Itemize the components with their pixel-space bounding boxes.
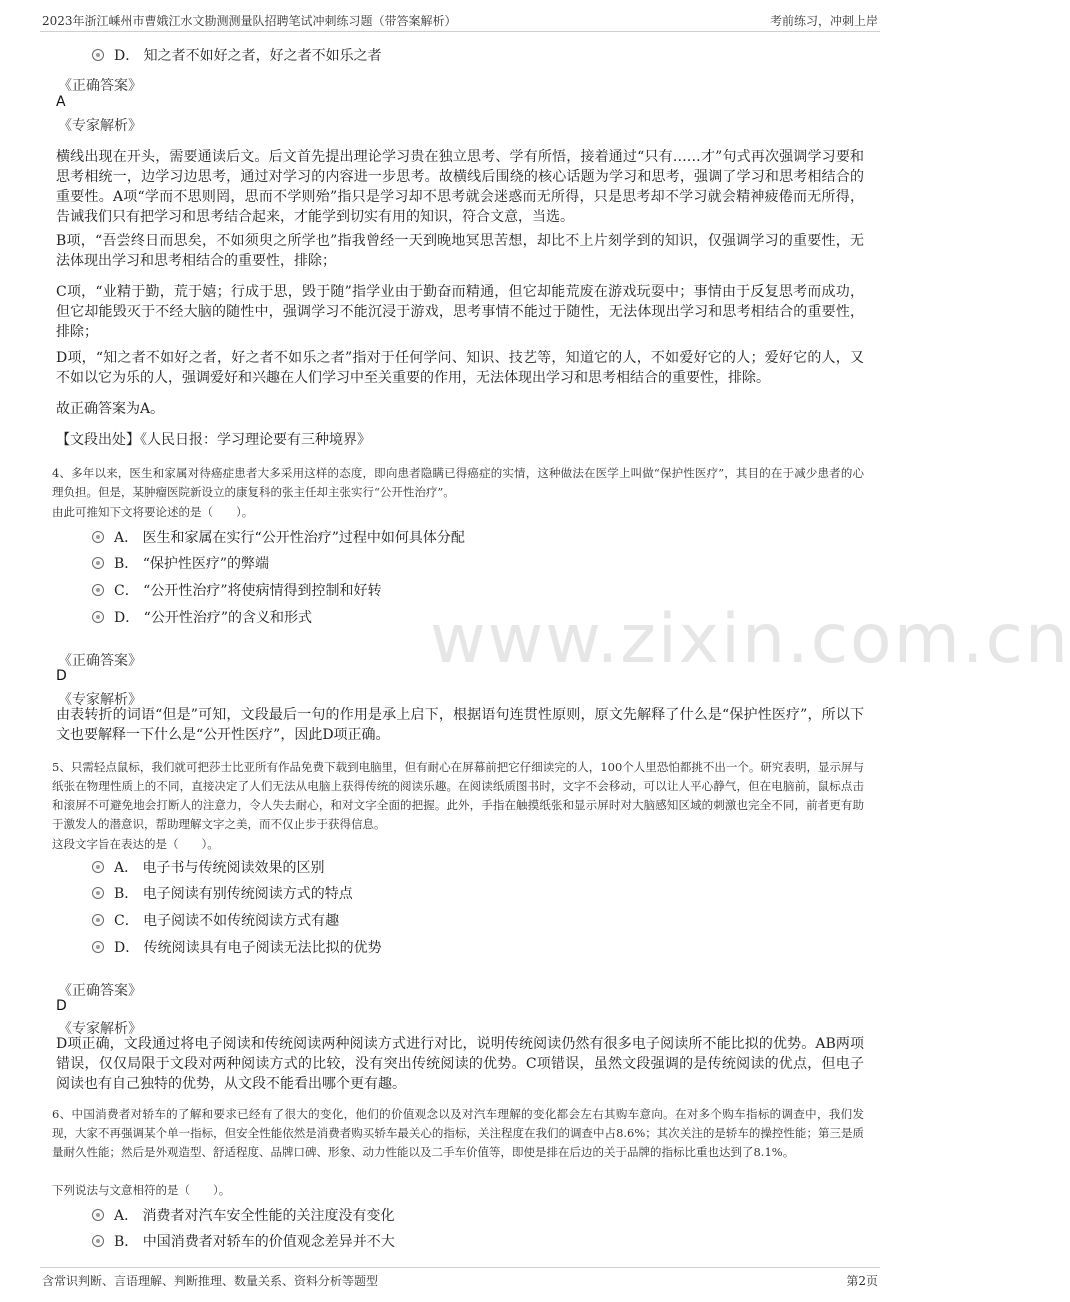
q5-prompt: 这段文字旨在表达的是（ ）。 xyxy=(52,837,219,851)
q5-answer-label: 《正确答案》 xyxy=(58,983,142,999)
radio-icon[interactable] xyxy=(92,584,104,596)
radio-icon[interactable] xyxy=(92,861,104,873)
option-text: C． 电子阅读不如传统阅读方式有趣 xyxy=(114,913,340,929)
page-number: 第2页 xyxy=(846,1274,878,1288)
q4-analysis: 由表转折的词语“但是”可知，文段最后一句的作用是承上启下，根据语句连贯性原则，原文先解释了什么是“保护性医疗”，所以下文也要解释一下什么是“公开性医疗”，因此D项正确。 xyxy=(56,707,864,743)
q3-analysis-paragraph-b: B项，“吾尝终日而思矣，不如须臾之所学也”指我曾经一天到晚地冥思苦想，却比不上片刻学到的知识，仅强调学习的重要性，无法体现出学习和思考相结合的重要性，排除； xyxy=(56,233,864,269)
option-text: A． 医生和家属在实行“公开性治疗”过程中如何具体分配 xyxy=(114,530,465,546)
q4-answer: D xyxy=(56,668,67,684)
q5-analysis: D项正确，文段通过将电子阅读和传统阅读两种阅读方式进行对比，说明传统阅读仍然有很多电子阅读所不能比拟的优势。AB两项错误，仅仅局限于文段对两种阅读方式的比较，没有突出传统阅读的优势。C项错误，虽然文段强调的是传统阅读的优点，但电子阅读也有自己独特的优势，从文段不能看出哪个更有趣。 xyxy=(56,1036,864,1092)
q4-prompt: 由此可推知下文将要论述的是（ ）。 xyxy=(52,505,254,519)
radio-icon[interactable] xyxy=(92,557,104,569)
q5-answer: D xyxy=(56,998,67,1014)
q4-answer-label: 《正确答案》 xyxy=(58,653,142,669)
radio-icon[interactable] xyxy=(92,611,104,623)
option-text: D． 传统阅读具有电子阅读无法比拟的优势 xyxy=(114,940,382,956)
page-footer xyxy=(40,1267,880,1295)
option-text: A． 消费者对汽车安全性能的关注度没有变化 xyxy=(114,1208,395,1224)
q3-source: 【文段出处】《人民日报：学习理论要有三种境界》 xyxy=(56,432,371,448)
option-text: B． “保护性医疗”的弊端 xyxy=(114,556,270,572)
footer-description: 含常识判断、言语理解、判断推理、数量关系、资料分析等题型 xyxy=(42,1274,379,1288)
option-text: C． “公开性治疗”将使病情得到控制和好转 xyxy=(114,583,382,599)
option-text: B． 电子阅读有别传统阅读方式的特点 xyxy=(114,886,353,902)
q5-analysis-label: 《专家解析》 xyxy=(58,1021,142,1037)
q3-conclusion: 故正确答案为A。 xyxy=(56,401,165,417)
q3-answer-label: 《正确答案》 xyxy=(58,78,142,94)
option-text: B． 中国消费者对轿车的价值观念差异并不大 xyxy=(114,1234,395,1250)
option-text: D． 知之者不如好之者，好之者不如乐之者 xyxy=(114,48,382,64)
q3-analysis-paragraph-d: D项，“知之者不如好之者，好之者不如乐之者”指对于任何学问、知识、技艺等，知道它的人，不如爱好它的人；爱好它的人，又不如以它为乐的人，强调爱好和兴趣在人们学习中至关重要的作用，无法体现出学习和思考相结合的重要性，排除。 xyxy=(56,350,864,386)
radio-icon[interactable] xyxy=(92,1209,104,1221)
q3-analysis-paragraph-c: C项，“业精于勤，荒于嬉；行成于思，毁于随”指学业由于勤奋而精通，但它却能荒废在游戏玩耍中；事情由于反复思考而成功，但它却能毁灭于不经大脑的随性中，强调学习不能沉浸于游戏，思考事情不能过于随性，无法体现出学习和思考相结合的重要性，排除； xyxy=(56,284,864,340)
header-slogan: 考前练习，冲刺上岸 xyxy=(769,14,878,28)
q6-prompt: 下列说法与文意相符的是（ ）。 xyxy=(52,1183,231,1197)
radio-icon[interactable] xyxy=(92,49,104,61)
q6-stem: 6、中国消费者对轿车的了解和要求已经有了很大的变化，他们的价值观念以及对汽车理解的变化都会左右其购车意向。在对多个购车指标的调查中，我们发现，大家不再强调某个单一指标，但安全性能依然是消费者购买轿车最关心的指标，关注程度在我们的调查中占8.6%；其次关注的是轿车的操控性能；第三是质量耐久性能；然后是外观造型、舒适程度、品牌口碑、形象、动力性能以及二手车价值等，即使是排在后边的关于品牌的指标比重也达到了8.1%。 xyxy=(52,1107,864,1159)
q3-analysis-label: 《专家解析》 xyxy=(58,118,142,134)
radio-icon[interactable] xyxy=(92,941,104,953)
watermark: www.zixin.com.cn xyxy=(430,600,1070,679)
option-text: A． 电子书与传统阅读效果的区别 xyxy=(114,860,325,876)
q4-analysis-label: 《专家解析》 xyxy=(58,692,142,708)
page-header xyxy=(40,10,880,32)
option-text: D． “公开性治疗”的含义和形式 xyxy=(114,610,312,626)
q3-analysis-paragraph-a: 横线出现在开头，需要通读后文。后文首先提出理论学习贵在独立思考、学有所悟，接着通过“只有……才”句式再次强调学习要和思考相统一，边学习边思考，通过对学习的内容进一步思考。故横线后围绕的核心话题为学习和思考，强调了学习和思考相结合的重要性。A项“学而不思则罔，思而不学则殆”指只是学习却不思考就会迷惑而无所得，只是思考却不学习就会精神疲倦而无所得，告诫我们只有把学习和思考结合起来，才能学到切实有用的知识，符合文意，当选。 xyxy=(56,149,864,225)
document-title: 2023年浙江嵊州市曹娥江水文勘测测量队招聘笔试冲刺练习题（带答案解析） xyxy=(42,14,457,28)
radio-icon[interactable] xyxy=(92,887,104,899)
q3-answer: A xyxy=(56,94,66,110)
q5-stem: 5、只需轻点鼠标，我们就可把莎士比亚所有作品免费下载到电脑里，但有耐心在屏幕前把它仔细读完的人，100个人里恐怕都挑不出一个。研究表明，显示屏与纸张在物理性质上的不同，直接决定了人们无法从电脑上获得传统的阅读乐趣。在阅读纸质图书时，文字不会移动，可以让人平心静气，但在电脑前，鼠标点击和滚屏不可避免地会打断人的注意力，令人失去耐心，和对文字全面的把握。此外，手指在触摸纸张和显示屏时对大脑感知区域的刺激也完全不同，前者更有助于激发人的潜意识，帮助理解文字之美，而不仅止步于获得信息。 xyxy=(52,760,864,831)
radio-icon[interactable] xyxy=(92,1235,104,1247)
radio-icon[interactable] xyxy=(92,531,104,543)
radio-icon[interactable] xyxy=(92,914,104,926)
q4-stem: 4、多年以来，医生和家属对待癌症患者大多采用这样的态度，即向患者隐瞒已得癌症的实情，这种做法在医学上叫做“保护性医疗”，其目的在于减少患者的心理负担。但是，某肿瘤医院新设立的康复科的张主任却主张实行“公开性治疗”。 xyxy=(52,466,864,499)
